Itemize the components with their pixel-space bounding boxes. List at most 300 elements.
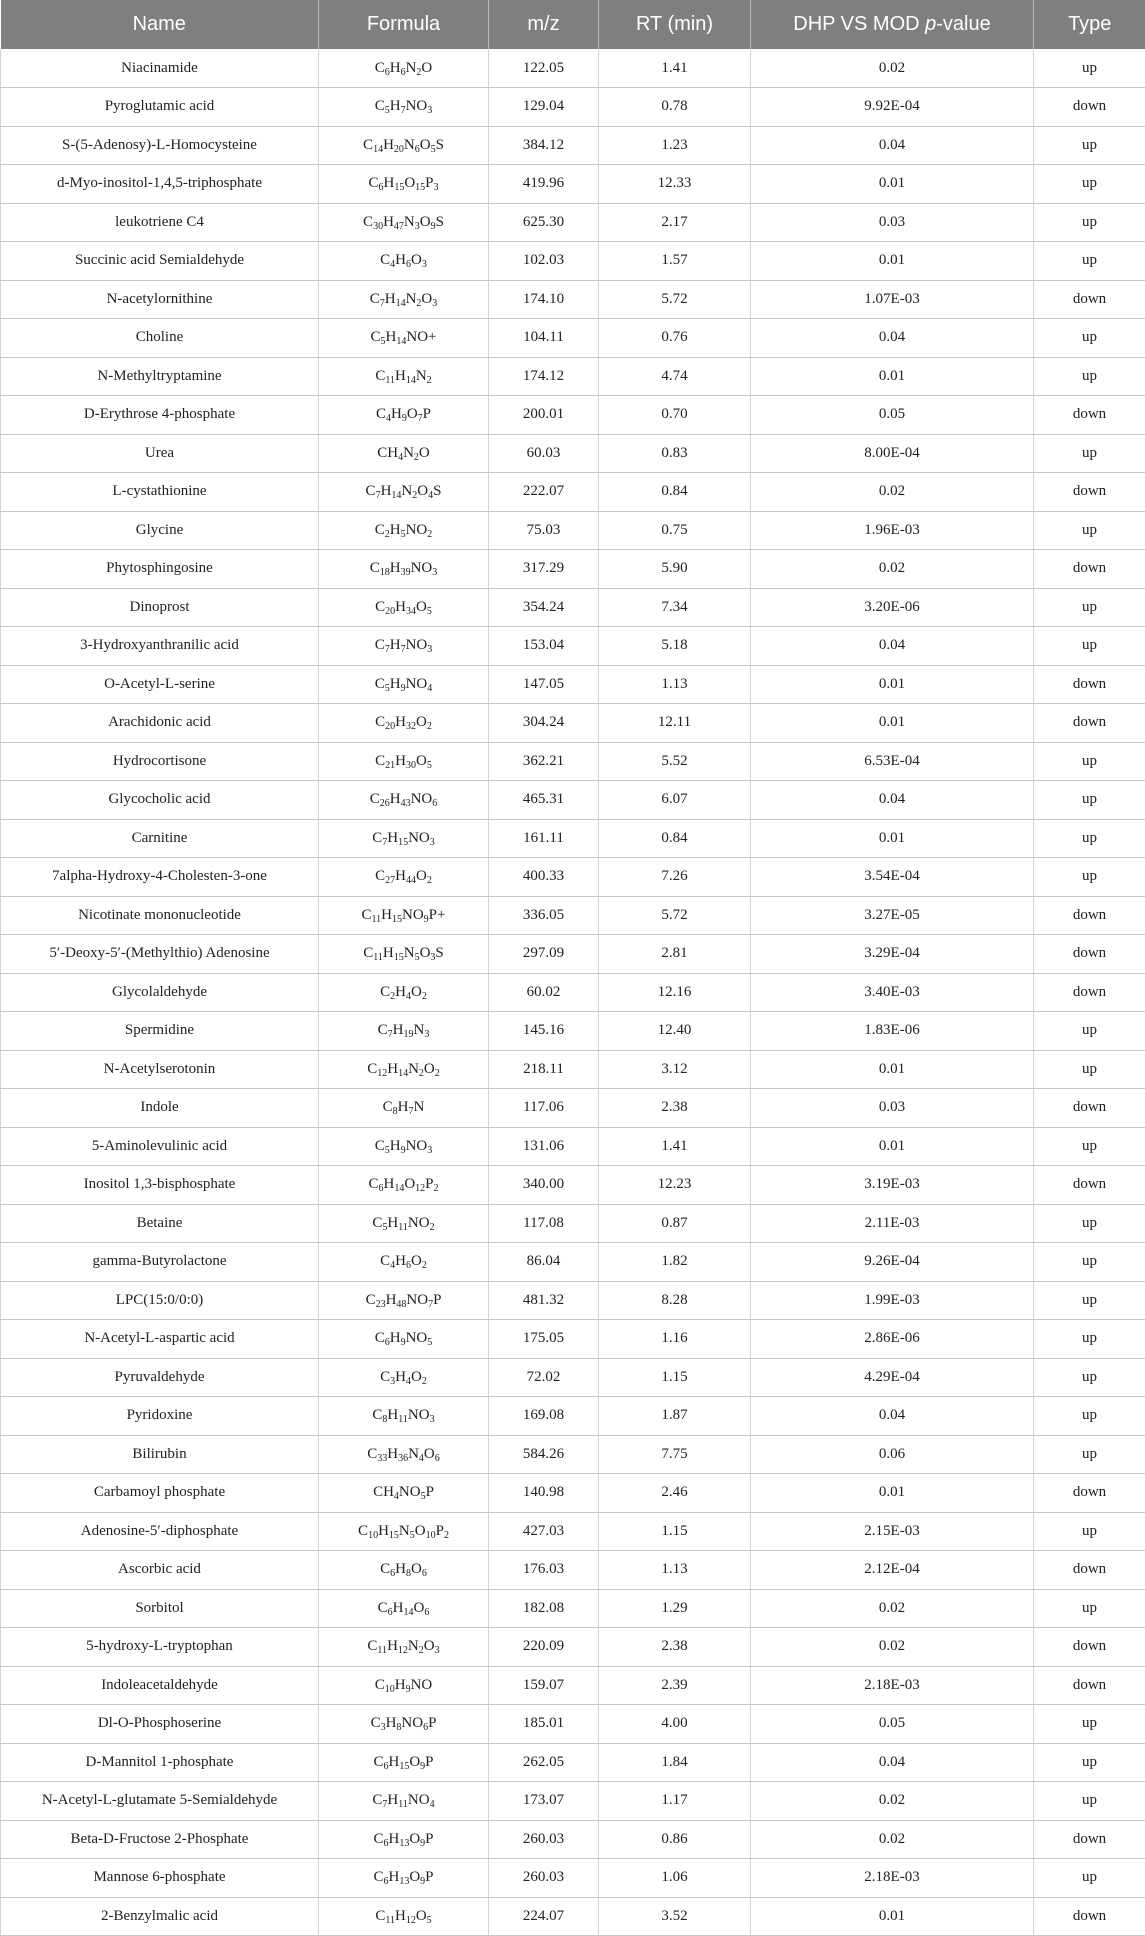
cell-name: Succinic acid Semialdehyde (1, 242, 319, 281)
cell-pvalue: 4.29E-04 (751, 1358, 1034, 1397)
cell-formula: $CH_4NO_5P$ (319, 1474, 489, 1513)
cell-formula: $C_7H_{19}N_3$ (319, 1012, 489, 1051)
cell-name: D-Mannitol 1-phosphate (1, 1743, 319, 1782)
cell-name: Adenosine-5′-diphosphate (1, 1512, 319, 1551)
table-row (1, 88, 1145, 127)
cell-name: N-Methyltryptamine (1, 357, 319, 396)
table-row (1, 434, 1145, 473)
cell-formula: $C_4H_6O_2$ (319, 1243, 489, 1282)
cell-type: down (1034, 1166, 1145, 1205)
cell-formula: $C_7H_{14}N_2O_4S$ (319, 473, 489, 512)
table-row (1, 1012, 1145, 1051)
table-row (1, 1320, 1145, 1359)
cell-rt: 2.38 (599, 1628, 751, 1667)
table-row (1, 1628, 1145, 1667)
cell-name: Ascorbic acid (1, 1551, 319, 1590)
cell-rt: 8.28 (599, 1281, 751, 1320)
cell-type: up (1034, 1589, 1145, 1628)
cell-mz: 102.03 (489, 242, 599, 281)
cell-type: up (1034, 203, 1145, 242)
cell-name: Pyruvaldehyde (1, 1358, 319, 1397)
table-row (1, 588, 1145, 627)
cell-pvalue: 0.02 (751, 1782, 1034, 1821)
table-row (1, 357, 1145, 396)
cell-type: up (1034, 434, 1145, 473)
cell-rt: 1.41 (599, 1127, 751, 1166)
header-row (1, 0, 1145, 49)
cell-name: 5′-Deoxy-5′-(Methylthio) Adenosine (1, 935, 319, 974)
cell-name: Niacinamide (1, 49, 319, 88)
cell-rt: 2.46 (599, 1474, 751, 1513)
cell-pvalue: 3.27E-05 (751, 896, 1034, 935)
cell-name: Pyroglutamic acid (1, 88, 319, 127)
cell-mz: 354.24 (489, 588, 599, 627)
cell-pvalue: 3.29E-04 (751, 935, 1034, 974)
cell-mz: 481.32 (489, 1281, 599, 1320)
table-row (1, 1089, 1145, 1128)
cell-type: up (1034, 1782, 1145, 1821)
table-row (1, 1589, 1145, 1628)
table-row (1, 1397, 1145, 1436)
cell-rt: 1.15 (599, 1358, 751, 1397)
cell-rt: 0.84 (599, 473, 751, 512)
cell-name: Sorbitol (1, 1589, 319, 1628)
cell-name: leukotriene C4 (1, 203, 319, 242)
cell-rt: 1.13 (599, 1551, 751, 1590)
cell-mz: 419.96 (489, 165, 599, 204)
cell-formula: $C_{10}H_{15}N_5O_{10}P_2$ (319, 1512, 489, 1551)
cell-name: Glycolaldehyde (1, 973, 319, 1012)
table-row (1, 1050, 1145, 1089)
cell-type: up (1034, 1705, 1145, 1744)
cell-name: N-Acetyl-L-glutamate 5-Semialdehyde (1, 1782, 319, 1821)
table-row (1, 1666, 1145, 1705)
cell-pvalue: 2.86E-06 (751, 1320, 1034, 1359)
cell-rt: 4.74 (599, 357, 751, 396)
cell-mz: 147.05 (489, 665, 599, 704)
cell-formula: $C_6H_{14}O_6$ (319, 1589, 489, 1628)
cell-formula: $C_{30}H_{47}N_3O_9S$ (319, 203, 489, 242)
cell-name: 5-Aminolevulinic acid (1, 1127, 319, 1166)
table-row (1, 896, 1145, 935)
table-row (1, 396, 1145, 435)
table-row (1, 319, 1145, 358)
cell-pvalue: 0.04 (751, 1397, 1034, 1436)
table-row (1, 973, 1145, 1012)
cell-name: N-acetylornithine (1, 280, 319, 319)
cell-mz: 129.04 (489, 88, 599, 127)
cell-rt: 6.07 (599, 781, 751, 820)
cell-rt: 1.87 (599, 1397, 751, 1436)
table-row (1, 742, 1145, 781)
table-row (1, 1204, 1145, 1243)
cell-rt: 0.70 (599, 396, 751, 435)
cell-name: Inositol 1,3-bisphosphate (1, 1166, 319, 1205)
table-row (1, 1474, 1145, 1513)
cell-pvalue: 3.19E-03 (751, 1166, 1034, 1205)
cell-rt: 1.82 (599, 1243, 751, 1282)
cell-formula: $C_{12}H_{14}N_2O_2$ (319, 1050, 489, 1089)
cell-type: up (1034, 1281, 1145, 1320)
cell-type: down (1034, 280, 1145, 319)
cell-type: down (1034, 1897, 1145, 1936)
cell-type: up (1034, 319, 1145, 358)
cell-name: Glycine (1, 511, 319, 550)
cell-rt: 2.17 (599, 203, 751, 242)
cell-name: Indole (1, 1089, 319, 1128)
cell-type: down (1034, 935, 1145, 974)
cell-type: up (1034, 627, 1145, 666)
table-row (1, 1127, 1145, 1166)
cell-pvalue: 0.01 (751, 1050, 1034, 1089)
table-row (1, 665, 1145, 704)
cell-formula: $C_7H_{15}NO_3$ (319, 819, 489, 858)
cell-formula: $C_{11}H_{12}O_5$ (319, 1897, 489, 1936)
table-body (1, 49, 1145, 1936)
table-row (1, 280, 1145, 319)
cell-rt: 0.87 (599, 1204, 751, 1243)
cell-pvalue: 0.02 (751, 550, 1034, 589)
cell-pvalue: 2.11E-03 (751, 1204, 1034, 1243)
cell-type: up (1034, 742, 1145, 781)
cell-name: Carbamoyl phosphate (1, 1474, 319, 1513)
cell-pvalue: 0.02 (751, 1589, 1034, 1628)
cell-pvalue: 0.03 (751, 203, 1034, 242)
cell-formula: $C_{10}H_9NO$ (319, 1666, 489, 1705)
cell-formula: $C_{20}H_{32}O_2$ (319, 704, 489, 743)
cell-type: up (1034, 781, 1145, 820)
cell-formula: $C_6H_9NO_5$ (319, 1320, 489, 1359)
header-pvalue-suffix: -value (936, 13, 990, 35)
cell-formula: $C_5H_9NO_3$ (319, 1127, 489, 1166)
cell-formula: $C_{33}H_{36}N_4O_6$ (319, 1435, 489, 1474)
cell-name: O-Acetyl-L-serine (1, 665, 319, 704)
table-row (1, 473, 1145, 512)
cell-mz: 260.03 (489, 1820, 599, 1859)
cell-formula: $C_{21}H_{30}O_5$ (319, 742, 489, 781)
cell-pvalue: 0.05 (751, 396, 1034, 435)
cell-pvalue: 3.54E-04 (751, 858, 1034, 897)
cell-type: up (1034, 357, 1145, 396)
cell-name: Dl-O-Phosphoserine (1, 1705, 319, 1744)
cell-mz: 176.03 (489, 1551, 599, 1590)
cell-name: Pyridoxine (1, 1397, 319, 1436)
cell-type: up (1034, 1204, 1145, 1243)
cell-rt: 1.13 (599, 665, 751, 704)
table-row (1, 935, 1145, 974)
cell-rt: 7.26 (599, 858, 751, 897)
cell-type: down (1034, 550, 1145, 589)
cell-mz: 185.01 (489, 1705, 599, 1744)
cell-rt: 1.15 (599, 1512, 751, 1551)
cell-formula: $C_3H_8NO_6P$ (319, 1705, 489, 1744)
header-pvalue-italic: p (925, 13, 936, 35)
cell-mz: 222.07 (489, 473, 599, 512)
cell-mz: 262.05 (489, 1743, 599, 1782)
cell-mz: 72.02 (489, 1358, 599, 1397)
cell-pvalue: 9.26E-04 (751, 1243, 1034, 1282)
cell-type: down (1034, 1551, 1145, 1590)
cell-rt: 4.00 (599, 1705, 751, 1744)
cell-pvalue: 0.01 (751, 1474, 1034, 1513)
cell-name: Hydrocortisone (1, 742, 319, 781)
cell-mz: 224.07 (489, 1897, 599, 1936)
cell-mz: 400.33 (489, 858, 599, 897)
cell-rt: 0.83 (599, 434, 751, 473)
table-row (1, 1281, 1145, 1320)
cell-pvalue: 2.15E-03 (751, 1512, 1034, 1551)
cell-type: down (1034, 1474, 1145, 1513)
cell-pvalue: 0.01 (751, 357, 1034, 396)
header-mz: m/z (489, 0, 599, 49)
cell-rt: 5.18 (599, 627, 751, 666)
cell-name: Indoleacetaldehyde (1, 1666, 319, 1705)
cell-type: up (1034, 588, 1145, 627)
cell-mz: 153.04 (489, 627, 599, 666)
cell-rt: 1.16 (599, 1320, 751, 1359)
cell-name: d-Myo-inositol-1,4,5-triphosphate (1, 165, 319, 204)
cell-mz: 159.07 (489, 1666, 599, 1705)
cell-pvalue: 2.18E-03 (751, 1666, 1034, 1705)
cell-name: Betaine (1, 1204, 319, 1243)
cell-pvalue: 0.04 (751, 627, 1034, 666)
cell-name: 2-Benzylmalic acid (1, 1897, 319, 1936)
cell-rt: 2.39 (599, 1666, 751, 1705)
cell-type: up (1034, 242, 1145, 281)
cell-formula: $C_{23}H_{48}NO_7P$ (319, 1281, 489, 1320)
cell-name: Choline (1, 319, 319, 358)
cell-mz: 220.09 (489, 1628, 599, 1667)
cell-pvalue: 0.01 (751, 665, 1034, 704)
header-pvalue (751, 0, 1034, 49)
cell-name: L-cystathionine (1, 473, 319, 512)
cell-pvalue: 1.99E-03 (751, 1281, 1034, 1320)
cell-type: up (1034, 1859, 1145, 1898)
cell-formula: $C_5H_{11}NO_2$ (319, 1204, 489, 1243)
cell-rt: 1.23 (599, 126, 751, 165)
cell-type: down (1034, 1089, 1145, 1128)
cell-mz: 317.29 (489, 550, 599, 589)
cell-pvalue: 0.02 (751, 1820, 1034, 1859)
cell-rt: 2.38 (599, 1089, 751, 1128)
cell-formula: $C_6H_8O_6$ (319, 1551, 489, 1590)
cell-rt: 0.75 (599, 511, 751, 550)
cell-formula: $C_{26}H_{43}NO_6$ (319, 781, 489, 820)
cell-mz: 173.07 (489, 1782, 599, 1821)
cell-name: Arachidonic acid (1, 704, 319, 743)
table-row (1, 49, 1145, 88)
cell-mz: 200.01 (489, 396, 599, 435)
cell-name: Nicotinate mononucleotide (1, 896, 319, 935)
cell-name: Urea (1, 434, 319, 473)
cell-type: up (1034, 819, 1145, 858)
cell-rt: 0.78 (599, 88, 751, 127)
cell-pvalue: 0.02 (751, 49, 1034, 88)
table-row (1, 627, 1145, 666)
cell-rt: 12.33 (599, 165, 751, 204)
cell-pvalue: 0.02 (751, 1628, 1034, 1667)
cell-type: down (1034, 704, 1145, 743)
table-row (1, 1859, 1145, 1898)
table-row (1, 1358, 1145, 1397)
cell-type: up (1034, 1512, 1145, 1551)
cell-type: up (1034, 1127, 1145, 1166)
cell-formula: $C_8H_{11}NO_3$ (319, 1397, 489, 1436)
table-row (1, 704, 1145, 743)
cell-name: Beta-D-Fructose 2-Phosphate (1, 1820, 319, 1859)
cell-formula: $C_3H_4O_2$ (319, 1358, 489, 1397)
cell-name: Spermidine (1, 1012, 319, 1051)
cell-mz: 104.11 (489, 319, 599, 358)
cell-name: LPC(15:0/0:0) (1, 1281, 319, 1320)
cell-pvalue: 0.06 (751, 1435, 1034, 1474)
cell-mz: 182.08 (489, 1589, 599, 1628)
cell-pvalue: 1.96E-03 (751, 511, 1034, 550)
cell-pvalue: 8.00E-04 (751, 434, 1034, 473)
cell-rt: 1.57 (599, 242, 751, 281)
cell-formula: $C_8H_7N$ (319, 1089, 489, 1128)
cell-type: up (1034, 1050, 1145, 1089)
cell-pvalue: 2.12E-04 (751, 1551, 1034, 1590)
cell-rt: 5.72 (599, 896, 751, 935)
table-row (1, 1512, 1145, 1551)
cell-mz: 260.03 (489, 1859, 599, 1898)
cell-formula: $C_{18}H_{39}NO_3$ (319, 550, 489, 589)
cell-type: up (1034, 1012, 1145, 1051)
cell-rt: 0.86 (599, 1820, 751, 1859)
cell-type: down (1034, 1820, 1145, 1859)
cell-type: down (1034, 973, 1145, 1012)
cell-pvalue: 0.05 (751, 1705, 1034, 1744)
table-row (1, 1551, 1145, 1590)
cell-formula: $C_7H_{14}N_2O_3$ (319, 280, 489, 319)
cell-pvalue: 0.04 (751, 781, 1034, 820)
cell-rt: 3.52 (599, 1897, 751, 1936)
cell-rt: 12.16 (599, 973, 751, 1012)
cell-formula: $C_6H_{15}O_{15}P_3$ (319, 165, 489, 204)
cell-formula: $C_4H_9O_7P$ (319, 396, 489, 435)
table-row (1, 781, 1145, 820)
cell-type: down (1034, 1666, 1145, 1705)
cell-rt: 12.40 (599, 1012, 751, 1051)
cell-rt: 3.12 (599, 1050, 751, 1089)
cell-name: 5-hydroxy-L-tryptophan (1, 1628, 319, 1667)
cell-type: up (1034, 1358, 1145, 1397)
cell-mz: 336.05 (489, 896, 599, 935)
table-row (1, 511, 1145, 550)
cell-type: down (1034, 896, 1145, 935)
cell-pvalue: 9.92E-04 (751, 88, 1034, 127)
cell-formula: $C_{27}H_{44}O_2$ (319, 858, 489, 897)
cell-mz: 384.12 (489, 126, 599, 165)
table-row (1, 1743, 1145, 1782)
cell-rt: 1.29 (599, 1589, 751, 1628)
cell-mz: 145.16 (489, 1012, 599, 1051)
cell-pvalue: 0.04 (751, 319, 1034, 358)
cell-rt: 5.52 (599, 742, 751, 781)
cell-pvalue: 0.01 (751, 1897, 1034, 1936)
cell-formula: $C_{11}H_{15}N_5O_3S$ (319, 935, 489, 974)
cell-pvalue: 0.03 (751, 1089, 1034, 1128)
table-row (1, 1166, 1145, 1205)
table-row (1, 550, 1145, 589)
cell-mz: 304.24 (489, 704, 599, 743)
cell-formula: $C_5H_7NO_3$ (319, 88, 489, 127)
cell-pvalue: 2.18E-03 (751, 1859, 1034, 1898)
cell-type: down (1034, 473, 1145, 512)
cell-type: up (1034, 1435, 1145, 1474)
header-type: Type (1034, 0, 1145, 49)
cell-name: Dinoprost (1, 588, 319, 627)
cell-formula: $C_{11}H_{12}N_2O_3$ (319, 1628, 489, 1667)
cell-pvalue: 0.01 (751, 1127, 1034, 1166)
cell-type: up (1034, 1743, 1145, 1782)
cell-mz: 117.08 (489, 1204, 599, 1243)
cell-mz: 340.00 (489, 1166, 599, 1205)
cell-formula: $C_6H_{14}O_{12}P_2$ (319, 1166, 489, 1205)
cell-pvalue: 0.01 (751, 704, 1034, 743)
cell-name: N-Acetylserotonin (1, 1050, 319, 1089)
cell-type: down (1034, 1628, 1145, 1667)
cell-pvalue: 0.02 (751, 473, 1034, 512)
cell-type: up (1034, 126, 1145, 165)
cell-pvalue: 1.07E-03 (751, 280, 1034, 319)
table-row (1, 858, 1145, 897)
cell-mz: 625.30 (489, 203, 599, 242)
header-name: Name (1, 0, 319, 49)
header-formula: Formula (319, 0, 489, 49)
table-row (1, 1705, 1145, 1744)
cell-name: Phytosphingosine (1, 550, 319, 589)
cell-rt: 7.75 (599, 1435, 751, 1474)
header-rt: RT (min) (599, 0, 751, 49)
cell-mz: 75.03 (489, 511, 599, 550)
cell-name: Glycocholic acid (1, 781, 319, 820)
cell-formula: $C_{20}H_{34}O_5$ (319, 588, 489, 627)
table-row (1, 242, 1145, 281)
cell-rt: 0.84 (599, 819, 751, 858)
cell-mz: 140.98 (489, 1474, 599, 1513)
table-row (1, 1820, 1145, 1859)
cell-formula: $C_6H_{15}O_9P$ (319, 1743, 489, 1782)
cell-rt: 2.81 (599, 935, 751, 974)
cell-rt: 1.17 (599, 1782, 751, 1821)
cell-formula: $C_6H_6N_2O$ (319, 49, 489, 88)
cell-formula: $C_{14}H_{20}N_6O_5S$ (319, 126, 489, 165)
cell-rt: 1.06 (599, 1859, 751, 1898)
cell-pvalue: 0.01 (751, 242, 1034, 281)
cell-mz: 174.10 (489, 280, 599, 319)
cell-name: 3-Hydroxyanthranilic acid (1, 627, 319, 666)
cell-pvalue: 6.53E-04 (751, 742, 1034, 781)
cell-mz: 131.06 (489, 1127, 599, 1166)
cell-name: N-Acetyl-L-aspartic acid (1, 1320, 319, 1359)
cell-mz: 297.09 (489, 935, 599, 974)
cell-type: down (1034, 396, 1145, 435)
cell-formula: $C_5H_9NO_4$ (319, 665, 489, 704)
cell-rt: 12.11 (599, 704, 751, 743)
cell-pvalue: 0.04 (751, 1743, 1034, 1782)
cell-rt: 0.76 (599, 319, 751, 358)
cell-pvalue: 3.20E-06 (751, 588, 1034, 627)
cell-type: up (1034, 1320, 1145, 1359)
cell-name: D-Erythrose 4-phosphate (1, 396, 319, 435)
cell-rt: 1.41 (599, 49, 751, 88)
cell-type: up (1034, 511, 1145, 550)
table-row (1, 819, 1145, 858)
cell-rt: 5.90 (599, 550, 751, 589)
table-row (1, 1782, 1145, 1821)
